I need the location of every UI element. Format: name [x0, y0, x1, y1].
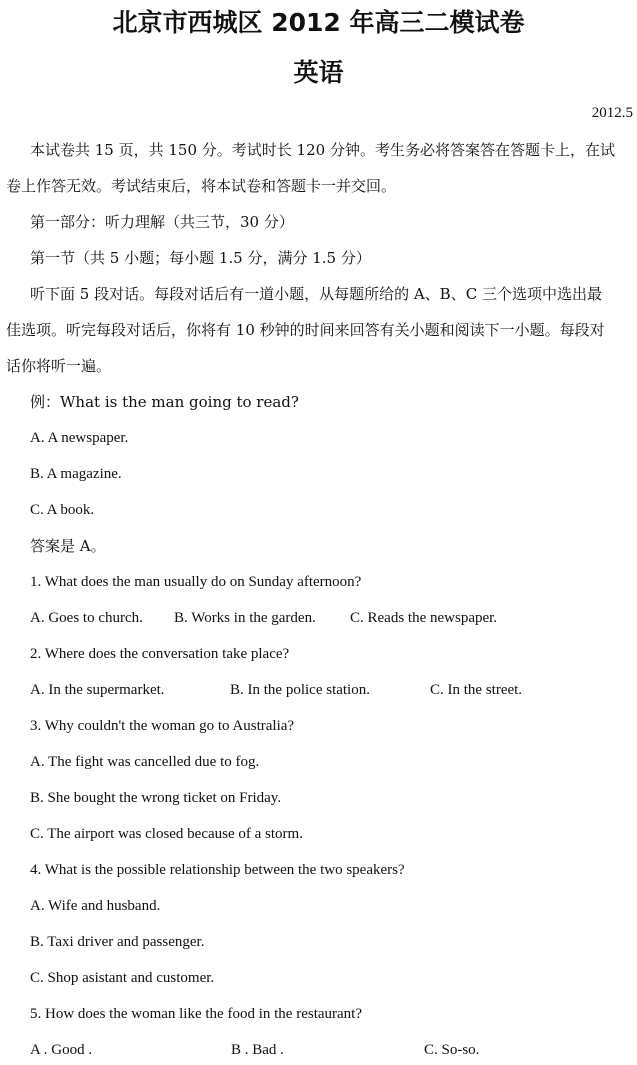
directions-line-1: 听下面 5 段对话。每段对话后有一道小题，从每题所给的 A、B、C 三个选项中选出最	[30, 285, 602, 303]
page-title: 北京市西城区 2012 年高三二模试卷	[112, 8, 525, 37]
section-heading: 第一节（共 5 小题；每小题 1.5 分，满分 1.5 分）	[30, 249, 371, 267]
question-4-option-c: C. Shop asistant and customer.	[30, 970, 215, 986]
question-3-option-c: C. The airport was closed because of a storm.	[30, 826, 303, 842]
question-5-option-a: A . Good .	[30, 1042, 93, 1058]
question-5-option-c: C. So-so.	[424, 1042, 480, 1058]
question-2-option-a: A. In the supermarket.	[30, 682, 165, 698]
exam-date: 2012.5	[591, 105, 633, 121]
example-option-b: B. A magazine.	[30, 466, 122, 482]
subject-title: 英语	[293, 58, 344, 87]
example-option-a: A. A newspaper.	[30, 430, 129, 446]
question-2-text: 2. Where does the conversation take place?	[30, 646, 290, 662]
directions-line-3: 话你将听一遍。	[6, 357, 112, 375]
question-5-text: 5. How does the woman like the food in the restaurant?	[30, 1006, 362, 1022]
question-1-option-c: C. Reads the newspaper.	[350, 610, 498, 626]
question-2-option-c: C. In the street.	[430, 682, 523, 698]
question-3-option-a: A. The fight was cancelled due to fog.	[30, 754, 260, 770]
question-5-option-b: B . Bad .	[231, 1042, 284, 1058]
question-1-options	[6, 608, 637, 628]
question-4-text: 4. What is the possible relationship between the two speakers?	[30, 862, 405, 878]
question-3-option-b: B. She bought the wrong ticket on Friday.	[30, 790, 282, 806]
question-1-text: 1. What does the man usually do on Sunday afternoon?	[30, 574, 362, 590]
part-heading: 第一部分：听力理解（共三节，30 分）	[30, 213, 294, 231]
question-4-option-a: A. Wife and husband.	[30, 898, 161, 914]
question-2-options	[6, 680, 637, 700]
question-1-option-a: A. Goes to church.	[30, 610, 143, 626]
example-answer: 答案是 A。	[30, 537, 106, 555]
instructions-line-2: 卷上作答无效。考试结束后，将本试卷和答题卡一并交回。	[6, 177, 397, 195]
example-question: 例：What is the man going to read?	[30, 393, 299, 411]
question-4-option-b: B. Taxi driver and passenger.	[30, 934, 205, 950]
question-2-option-b: B. In the police station.	[230, 682, 370, 698]
question-3-text: 3. Why couldn't the woman go to Australia?	[30, 718, 295, 734]
directions-line-2: 佳选项。听完每段对话后，你将有 10 秒钟的时间来回答有关小题和阅读下一小题。每段对	[6, 321, 605, 339]
question-1-option-b: B. Works in the garden.	[174, 610, 316, 626]
instructions-line-1: 本试卷共 15 页，共 150 分。考试时长 120 分钟。考生务必将答案答在答题卡上，在试	[30, 141, 615, 159]
question-5-options	[6, 1040, 637, 1060]
example-option-c: C. A book.	[30, 502, 95, 518]
